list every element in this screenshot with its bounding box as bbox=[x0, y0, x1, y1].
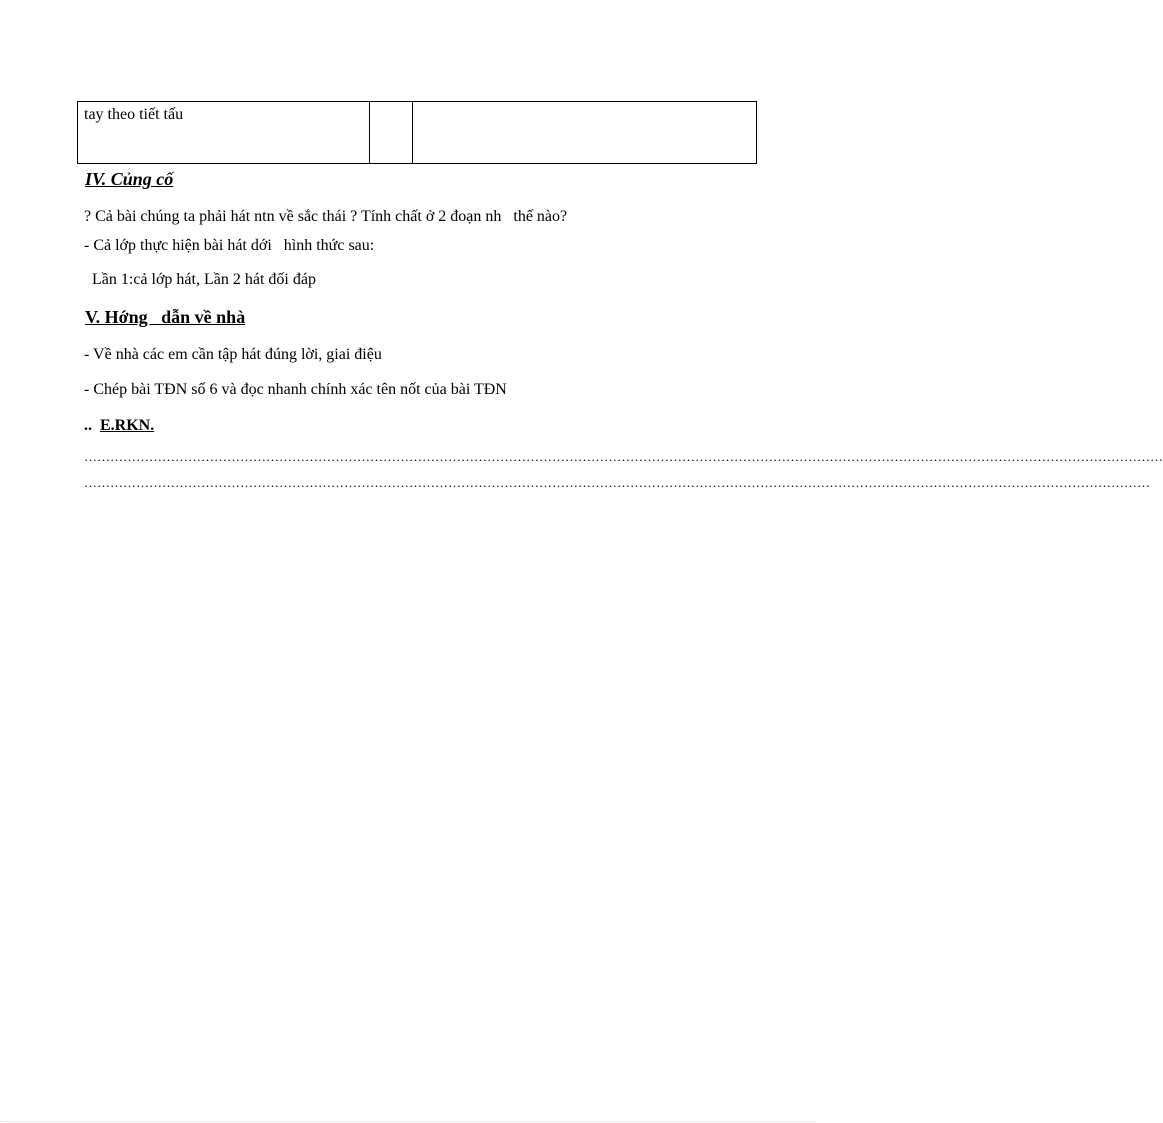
section-iv-line-3: Lần 1:cả lớp hát, Lần 2 hát đối đáp bbox=[84, 271, 316, 288]
table-cell-activity: tay theo tiết tấu bbox=[78, 102, 370, 164]
table-cell-empty bbox=[370, 102, 413, 164]
table-cell-notes bbox=[413, 102, 757, 164]
section-iv-heading bbox=[85, 168, 173, 190]
section-iv-title: IV. Củng cố bbox=[85, 169, 174, 189]
section-e-prefix: .. bbox=[84, 417, 92, 434]
section-v-line-2: - Chép bài TĐN số 6 và đọc nhanh chính xác tên nốt của bài TĐN bbox=[84, 381, 507, 398]
page-bottom-border bbox=[0, 1121, 816, 1122]
section-iv-line-1: ? Cả bài chúng ta phải hát ntn về sắc thái ? Tính chất ở 2 đoạn nh thế nào? bbox=[84, 208, 568, 225]
table-row bbox=[78, 102, 757, 164]
dotted-line-1: …………………………………………………………………………………………………………………………………………………………………………………………………………………………… bbox=[84, 449, 1163, 464]
dotted-line-2: ………………………………………………………………………………………………………………………………………………………………………………………………………………………… bbox=[84, 475, 1150, 490]
section-v-heading: V. Hớng dẫn về nhà bbox=[85, 307, 246, 327]
section-v-line-1: - Về nhà các em cần tập hát đúng lời, giai điệu bbox=[84, 346, 382, 363]
lesson-table bbox=[77, 101, 757, 164]
section-e-heading bbox=[84, 416, 154, 436]
section-iv-line-2: - Cả lớp thực hiện bài hát dới hình thức sau: bbox=[84, 237, 375, 254]
section-e-title: E.RKN. bbox=[100, 417, 155, 434]
